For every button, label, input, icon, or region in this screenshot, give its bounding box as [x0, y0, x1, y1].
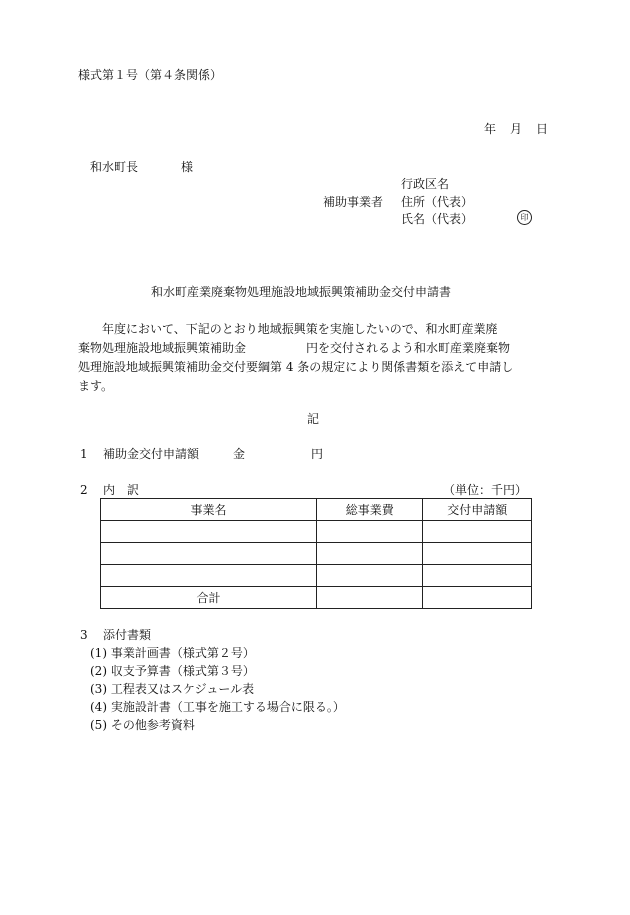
table-cell: [101, 543, 317, 565]
table-cell: [101, 565, 317, 587]
section1-number: 1: [80, 447, 88, 461]
form-number: 様式第１号（第４条関係）: [78, 68, 223, 82]
table-total-row: [101, 587, 532, 609]
table-header-row: [101, 499, 532, 521]
attachment-item: (4) 実施設計書（工事を施工する場合に限る。）: [90, 700, 345, 714]
applicant-name: 氏名（代表）: [401, 212, 474, 226]
header-project-name: 事業名: [101, 499, 317, 521]
seal-mark: 印: [517, 210, 532, 225]
date-day: 日: [536, 122, 549, 136]
body-paragraph: [78, 320, 552, 396]
body-line: 棄物処理施設地域振興策補助金 円を交付されるよう和水町産業廃棄物: [78, 341, 511, 355]
table-cell: [423, 565, 532, 587]
body-line: 年度において、下記のとおり地域振興策を実施したいので、和水町産業廃: [78, 322, 498, 336]
addressee-honorific: 様: [181, 160, 194, 174]
section3-number: 3: [80, 628, 88, 642]
section1-kin: 金: [233, 447, 246, 461]
table-row: [101, 565, 532, 587]
attachment-item: (2) 収支予算書（様式第３号）: [90, 664, 255, 678]
attachment-item: (5) その他参考資料: [90, 718, 195, 732]
date-month: 月: [510, 122, 523, 136]
section1-label: 補助金交付申請額: [103, 447, 200, 461]
ki-heading: 記: [307, 412, 320, 426]
date-year: 年: [484, 122, 497, 136]
header-requested-amount: 交付申請額: [423, 499, 532, 521]
table-cell: [101, 521, 317, 543]
addressee-name: 和水町長: [90, 160, 139, 174]
table-cell: [423, 543, 532, 565]
table-row: [101, 543, 532, 565]
attachment-item: (1) 事業計画書（様式第２号）: [90, 646, 255, 660]
applicant-label: 補助事業者: [323, 195, 384, 209]
section3-label: 添付書類: [103, 628, 152, 642]
table-cell: [316, 543, 423, 565]
unit-label: （単位：千円）: [443, 483, 528, 497]
table-cell: [316, 521, 423, 543]
applicant-address: 住所（代表）: [401, 195, 474, 209]
breakdown-table: [100, 498, 532, 609]
table-cell: [316, 587, 423, 609]
table-cell: [423, 521, 532, 543]
header-total-cost: 総事業費: [316, 499, 423, 521]
applicant-district: 行政区名: [401, 177, 450, 191]
table-row: [101, 521, 532, 543]
body-line: ます。: [78, 379, 114, 393]
section1-yen: 円: [311, 447, 324, 461]
attachment-item: (3) 工程表又はスケジュール表: [90, 682, 255, 696]
section2-label: 内 訳: [103, 483, 140, 497]
section2-number: 2: [80, 483, 88, 497]
document-title: 和水町産業廃棄物処理施設地域振興策補助金交付申請書: [151, 285, 452, 299]
body-line: 処理施設地域振興策補助金交付要綱第 4 条の規定により関係書類を添えて申請し: [78, 360, 514, 374]
total-label: 合計: [101, 587, 317, 609]
table-cell: [316, 565, 423, 587]
table-cell: [423, 587, 532, 609]
